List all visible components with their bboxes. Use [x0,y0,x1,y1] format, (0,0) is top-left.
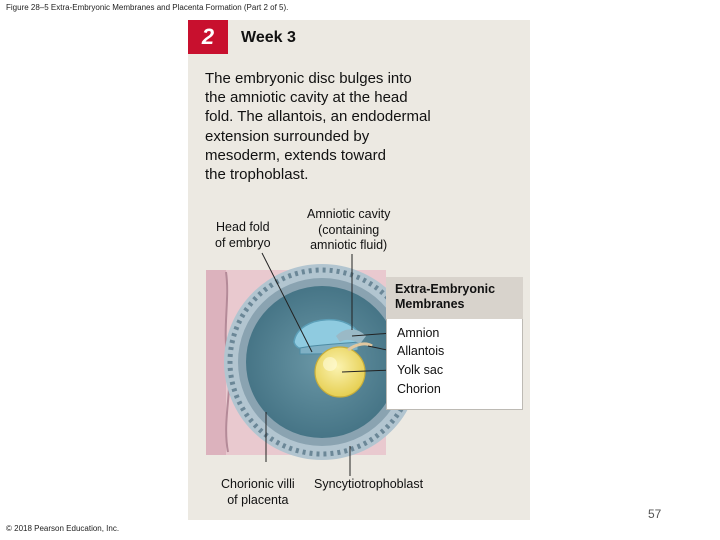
amniotic-cavity-line: amniotic fluid) [310,238,388,252]
chorionic-villi-line: of placenta [227,492,289,507]
legend-title [395,282,495,312]
yolk-sac-highlight [323,357,337,371]
legend-item-amnion: Amnion [397,326,440,340]
description-line: fold. The allantois, an endodermal [205,108,431,126]
legend-title-line: Extra-Embryonic [395,282,496,296]
head-fold-line: of embryo [215,235,271,250]
syncytiotrophoblast-label: Syncytiotrophoblast [314,477,424,491]
description-line: the trophoblast. [205,166,309,184]
description-line: extension surrounded by [205,127,370,145]
description-line: The embryonic disc bulges into [205,70,412,87]
amniotic-cavity-line: Amniotic cavity [307,207,391,221]
chorionic-villi-label [221,477,295,508]
step-title: Week 3 [241,29,296,46]
figure-caption: Figure 28–5 Extra-Embryonic Membranes and Placenta Formation (Part 2 of 5). [6,3,289,12]
description-line: the amniotic cavity at the head [205,89,408,107]
legend-item-yolk-sac: Yolk sac [397,363,444,377]
yolk-sac [315,347,365,397]
amniotic-cavity-line: (containing [318,222,380,237]
legend-item-chorion: Chorion [397,382,441,396]
legend-item-allantois: Allantois [397,344,445,358]
head-fold-label [215,220,271,251]
chorionic-villi-line: Chorionic villi [221,477,295,491]
head-fold-line: Head fold [216,220,270,234]
page-number: 57 [648,507,662,521]
uterine-wall [206,270,226,455]
step-number-badge: 2 [188,20,228,54]
amniotic-cavity-label [307,207,390,254]
copyright-notice: © 2018 Pearson Education, Inc. [6,524,120,533]
legend-title-line: Membranes [395,297,465,311]
description-line: mesoderm, extends toward [205,146,386,164]
